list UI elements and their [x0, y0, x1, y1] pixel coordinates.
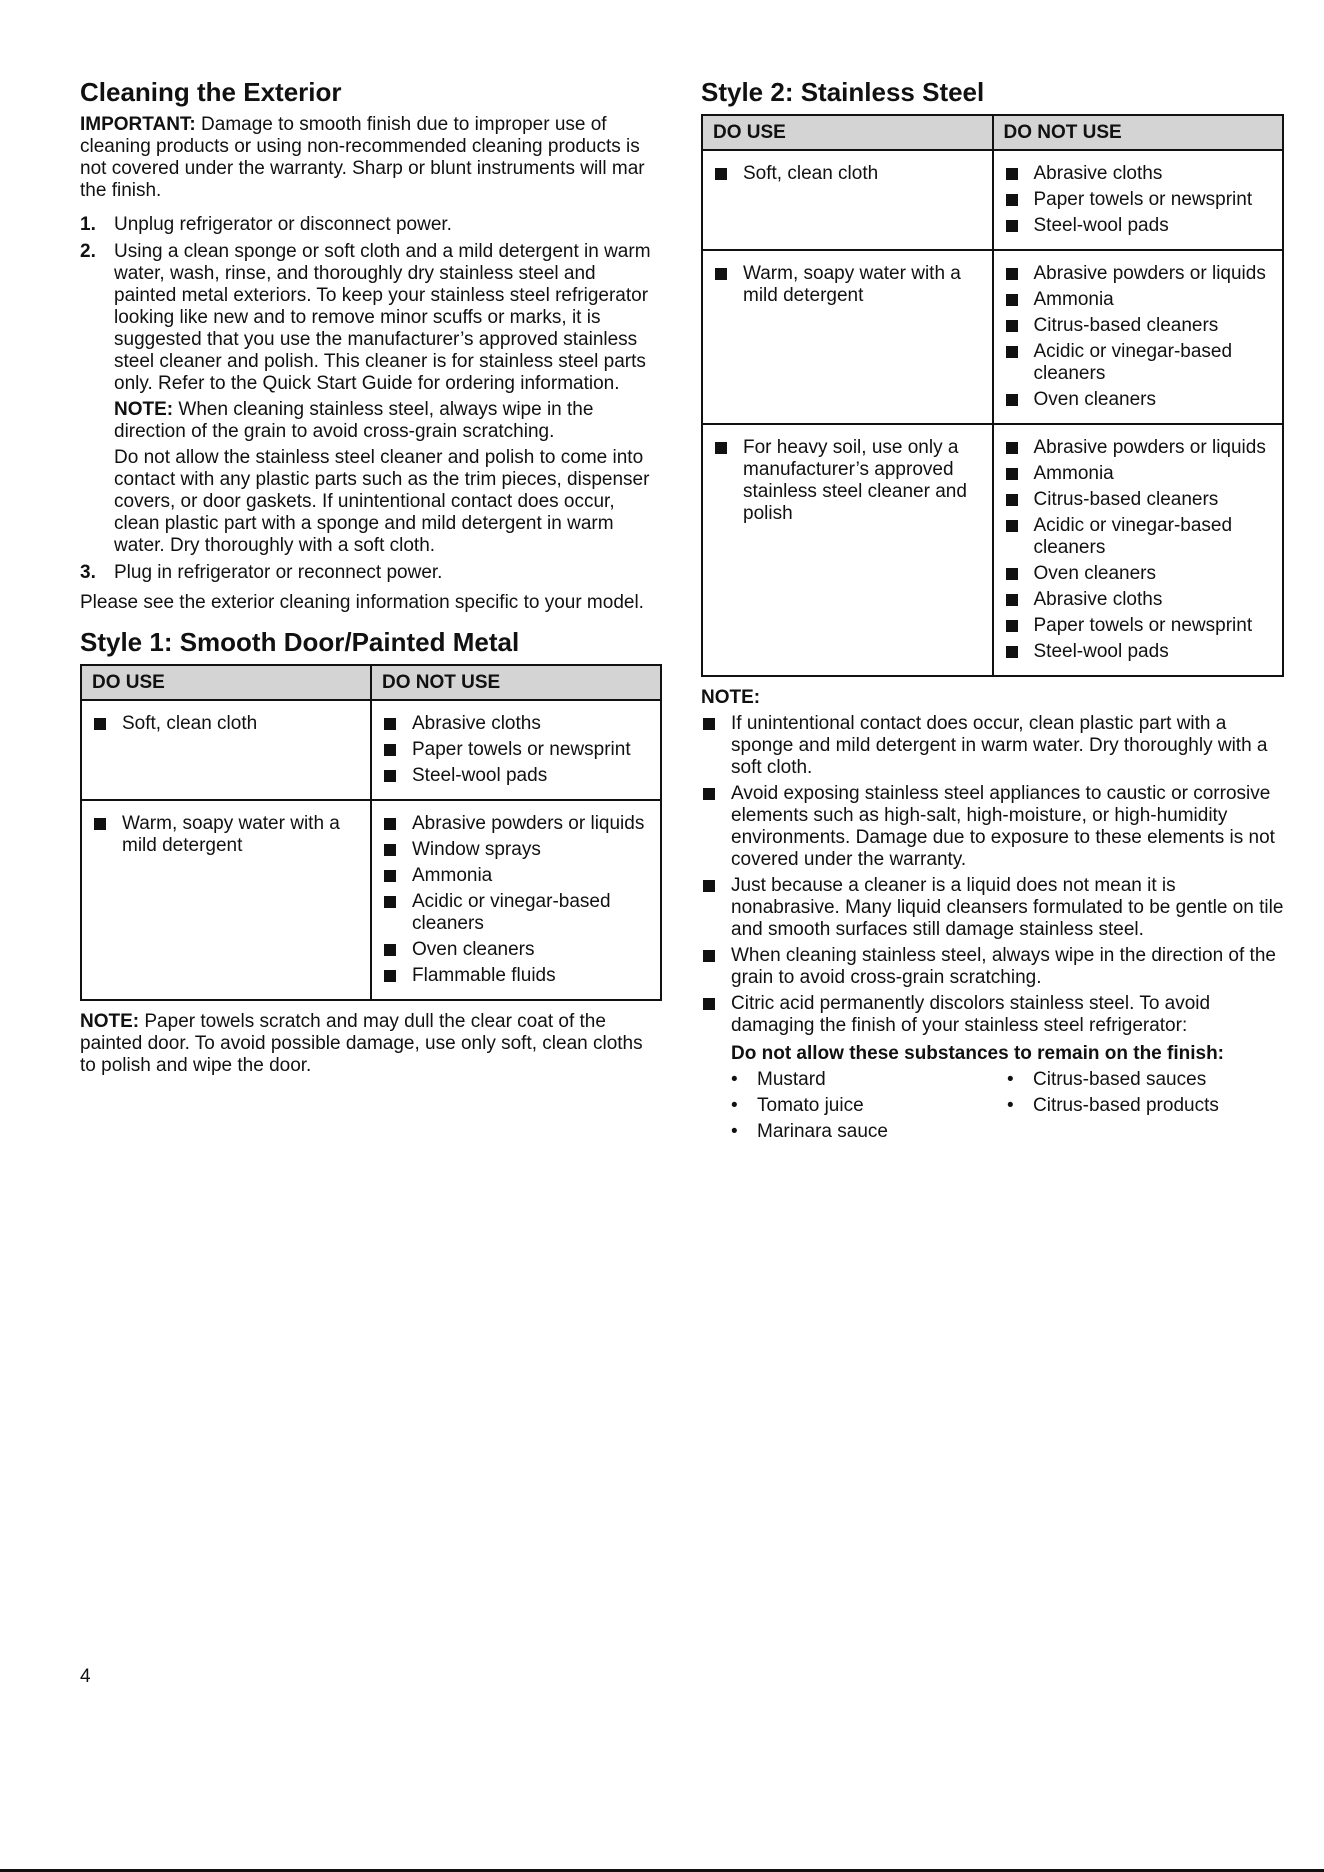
square-bullet-icon: [715, 442, 727, 454]
square-bullet-icon: [703, 718, 715, 730]
list-item: Window sprays: [382, 839, 650, 861]
do-use-cell: [702, 424, 993, 676]
substances-list: [731, 1069, 1284, 1143]
list-item: Warm, soapy water with a mild detergent: [713, 263, 982, 307]
list-item: Ammonia: [382, 865, 650, 887]
step-text: Plug in refrigerator or reconnect power.: [114, 562, 443, 583]
substances-heading: Do not allow these substances to remain on the finish:: [731, 1043, 1225, 1064]
square-bullet-icon: [1006, 594, 1018, 606]
step-note-label: NOTE:: [114, 399, 174, 420]
substance-item: • Marinara sauce: [731, 1121, 888, 1142]
square-bullet-icon: [1006, 220, 1018, 232]
style1-note-text: Paper towels scratch and may dull the clear coat of the painted door. To avoid possible damage, use only soft, clean cloths to polish and wipe the door.: [80, 1011, 643, 1076]
list-item: Ammonia: [1004, 463, 1273, 485]
list-item: Steel-wool pads: [382, 765, 650, 787]
square-bullet-icon: [1006, 394, 1018, 406]
square-bullet-icon: [703, 950, 715, 962]
right-column: [701, 76, 1284, 1147]
square-bullet-icon: [384, 870, 396, 882]
do-not-use-cell: [993, 150, 1284, 250]
square-bullet-icon: [703, 788, 715, 800]
list-item: Soft, clean cloth: [713, 163, 982, 185]
do-not-use-cell: [993, 424, 1284, 676]
list-item: For heavy soil, use only a manufacturer’s approved stainless steel cleaner and polish: [713, 437, 982, 525]
step-text: Using a clean sponge or soft cloth and a mild detergent in warm water, wash, rinse, and thoroughly dry stainless steel and painted metal exteriors. To keep your stainless steel refrigerator looking like new and to remove minor scuffs or marks, it is suggested that you use the manufacturer’s approved stainless steel cleaner and polish. This cleaner is for stainless steel parts only. Refer to the Quick Start Guide for ordering information.: [114, 241, 651, 394]
do-not-use-header: DO NOT USE: [371, 665, 661, 700]
table-row: [81, 700, 661, 800]
table-row: [81, 800, 661, 1000]
list-item: Ammonia: [1004, 289, 1273, 311]
note-item: When cleaning stainless steel, always wipe in the direction of the grain to avoid cross-grain scratching.: [701, 945, 1284, 989]
table-row: [702, 424, 1283, 676]
list-item: Abrasive powders or liquids: [1004, 437, 1273, 459]
model-specific-text: Please see the exterior cleaning information specific to your model.: [80, 592, 644, 613]
square-bullet-icon: [1006, 620, 1018, 632]
square-bullet-icon: [1006, 294, 1018, 306]
square-bullet-icon: [94, 818, 106, 830]
list-item: Oven cleaners: [1004, 389, 1273, 411]
note-item: If unintentional contact does occur, clean plastic part with a sponge and mild detergent in warm water. Dry thoroughly with a soft cloth.: [701, 713, 1284, 779]
dot-bullet-icon: •: [1007, 1069, 1014, 1090]
square-bullet-icon: [1006, 442, 1018, 454]
list-item: Abrasive cloths: [382, 713, 650, 735]
step-note: [114, 399, 662, 443]
square-bullet-icon: [384, 944, 396, 956]
table-row: [702, 150, 1283, 250]
list-item: Acidic or vinegar-based cleaners: [1004, 515, 1273, 559]
style1-title: Style 1: Smooth Door/Painted Metal: [80, 627, 520, 657]
list-item: Warm, soapy water with a mild detergent: [92, 813, 360, 857]
do-use-cell: [702, 150, 993, 250]
note-title: NOTE:: [701, 687, 761, 708]
list-item: Steel-wool pads: [1004, 215, 1273, 237]
square-bullet-icon: [384, 970, 396, 982]
list-item: Abrasive cloths: [1004, 163, 1273, 185]
left-column: [80, 76, 662, 1077]
list-item: Flammable fluids: [382, 965, 650, 987]
substance-item: • Citrus-based sauces: [1007, 1069, 1207, 1090]
square-bullet-icon: [703, 880, 715, 892]
square-bullet-icon: [1006, 168, 1018, 180]
cleaning-steps: [80, 214, 662, 584]
note-item: Avoid exposing stainless steel appliances to caustic or corrosive elements such as high-salt, high-moisture, or high-humidity environments. Damage due to exposure to these elements is not covered under the warranty.: [701, 783, 1284, 871]
do-use-cell: [81, 700, 371, 800]
step-number: 3.: [80, 562, 96, 583]
square-bullet-icon: [1006, 320, 1018, 332]
do-not-use-header: DO NOT USE: [993, 115, 1284, 150]
do-use-cell: [81, 800, 371, 1000]
square-bullet-icon: [715, 268, 727, 280]
square-bullet-icon: [384, 744, 396, 756]
do-use-header: DO USE: [81, 665, 371, 700]
dot-bullet-icon: •: [731, 1121, 738, 1142]
do-use-cell: [702, 250, 993, 424]
note-item: Just because a cleaner is a liquid does not mean it is nonabrasive. Many liquid cleansers formulated to be gentle on tile and smooth surfaces still damage stainless steel.: [701, 875, 1284, 941]
do-not-use-cell: [993, 250, 1284, 424]
square-bullet-icon: [384, 718, 396, 730]
note-item: Citric acid permanently discolors stainless steel. To avoid damaging the finish of your stainless steel refrigerator: Do not allow these substances to remain on the finish: • Mustard • Citrus-based sauces • Tomato juice • Citrus-based products • Marinara sauce: [701, 993, 1284, 1143]
square-bullet-icon: [1006, 194, 1018, 206]
dot-bullet-icon: •: [731, 1069, 738, 1090]
important-label: IMPORTANT:: [80, 114, 196, 135]
step-item: [80, 214, 662, 236]
list-item: Oven cleaners: [1004, 563, 1273, 585]
square-bullet-icon: [1006, 468, 1018, 480]
list-item: Paper towels or newsprint: [382, 739, 650, 761]
list-item: Oven cleaners: [382, 939, 650, 961]
list-item: Soft, clean cloth: [92, 713, 360, 735]
list-item: Abrasive powders or liquids: [382, 813, 650, 835]
step-extra: Do not allow the stainless steel cleaner and polish to come into contact with any plastic parts such as the trim pieces, dispenser covers, or door gaskets. If unintentional contact does occur, clean plastic part with a sponge and mild detergent in warm water. Dry thoroughly with a soft cloth.: [114, 447, 650, 556]
square-bullet-icon: [1006, 346, 1018, 358]
square-bullet-icon: [384, 818, 396, 830]
list-item: Citrus-based cleaners: [1004, 315, 1273, 337]
substance-item: • Mustard: [731, 1069, 826, 1090]
substance-item: • Citrus-based products: [1007, 1095, 1219, 1116]
section-title: Cleaning the Exterior: [80, 77, 342, 107]
notes-list: [701, 713, 1284, 1143]
list-item: Acidic or vinegar-based cleaners: [1004, 341, 1273, 385]
list-item: Abrasive cloths: [1004, 589, 1273, 611]
style2-table: [701, 114, 1284, 677]
style1-note-label: NOTE:: [80, 1011, 140, 1032]
square-bullet-icon: [1006, 646, 1018, 658]
square-bullet-icon: [384, 844, 396, 856]
square-bullet-icon: [384, 770, 396, 782]
square-bullet-icon: [1006, 520, 1018, 532]
step-text: Unplug refrigerator or disconnect power.: [114, 214, 452, 235]
page-number: 4: [80, 1666, 91, 1687]
important-text: Damage to smooth finish due to improper use of cleaning products or using non-recommended cleaning products is not covered under the warranty. Sharp or blunt instruments will mar the finish.: [80, 114, 645, 201]
square-bullet-icon: [715, 168, 727, 180]
step-number: 1.: [80, 214, 96, 235]
square-bullet-icon: [384, 896, 396, 908]
style2-title: Style 2: Stainless Steel: [701, 77, 985, 107]
do-use-header: DO USE: [702, 115, 993, 150]
do-not-use-cell: [371, 700, 661, 800]
style1-note: [80, 1011, 662, 1077]
list-item: Acidic or vinegar-based cleaners: [382, 891, 650, 935]
list-item: Citrus-based cleaners: [1004, 489, 1273, 511]
dot-bullet-icon: •: [731, 1095, 738, 1116]
table-row: [702, 250, 1283, 424]
list-item: Paper towels or newsprint: [1004, 189, 1273, 211]
step-item: [80, 241, 662, 557]
square-bullet-icon: [94, 718, 106, 730]
square-bullet-icon: [703, 998, 715, 1010]
square-bullet-icon: [1006, 494, 1018, 506]
style1-table: [80, 664, 662, 1001]
step-note-text: When cleaning stainless steel, always wipe in the direction of the grain to avoid cross-grain scratching.: [114, 399, 594, 442]
dot-bullet-icon: •: [1007, 1095, 1014, 1116]
do-not-use-cell: [371, 800, 661, 1000]
list-item: Steel-wool pads: [1004, 641, 1273, 663]
step-item: [80, 562, 662, 584]
square-bullet-icon: [1006, 568, 1018, 580]
list-item: Abrasive powders or liquids: [1004, 263, 1273, 285]
step-number: 2.: [80, 241, 96, 262]
list-item: Paper towels or newsprint: [1004, 615, 1273, 637]
substance-item: • Tomato juice: [731, 1095, 864, 1116]
important-notice: [80, 114, 662, 202]
square-bullet-icon: [1006, 268, 1018, 280]
